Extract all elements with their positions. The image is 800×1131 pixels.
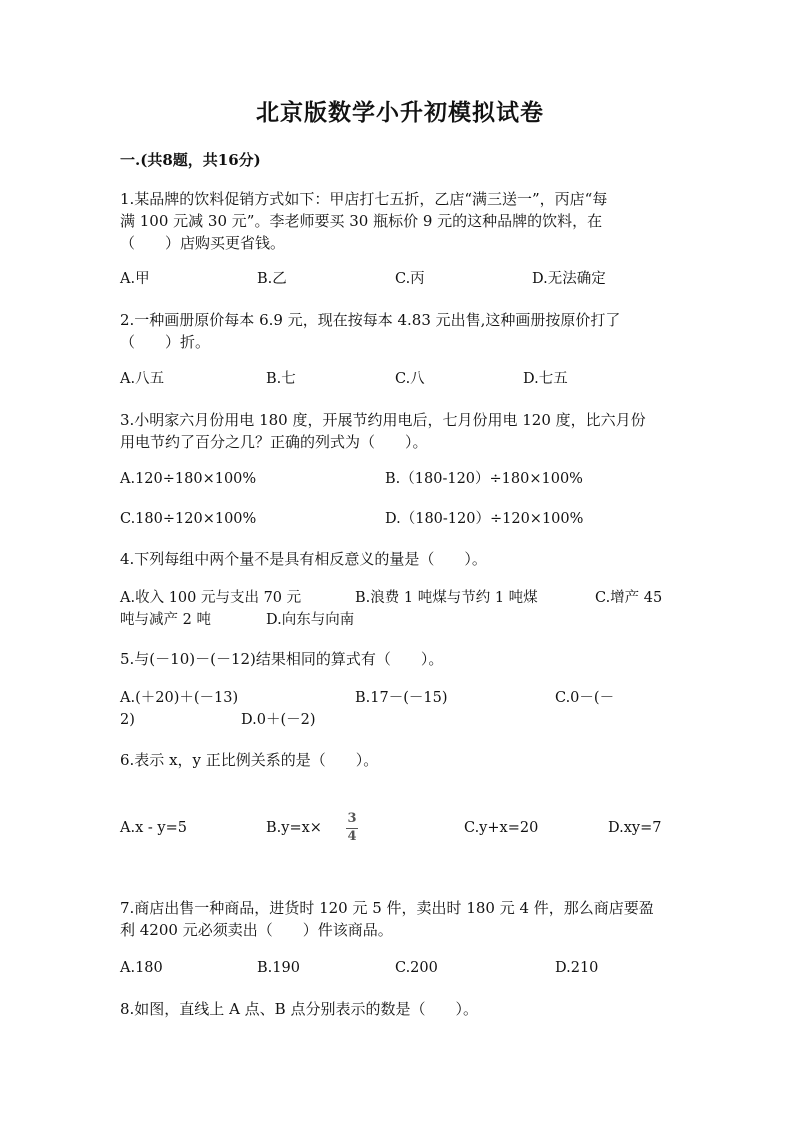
question-7-option-d: D.210 — [555, 960, 599, 976]
question-6-option-a: A.x - y=5 — [120, 820, 187, 836]
question-1-option-d: D.无法确定 — [532, 271, 606, 287]
fraction-denominator: 4 — [347, 829, 357, 844]
question-7-option-c: C.200 — [395, 960, 438, 976]
question-7-line-1: 7.商店出售一种商品，进货时 120 元 5 件，卖出时 180 元 4 件，那么商店要盈 — [120, 899, 654, 917]
question-3-option-d: D.（180-120）÷120×100% — [385, 511, 584, 527]
question-1-option-b: B.乙 — [257, 271, 287, 287]
question-2-option-a: A.八五 — [120, 371, 165, 387]
exam-title: 北京版数学小升初模拟试卷 — [256, 99, 544, 126]
question-5-option-d: D.0＋(－2) — [241, 712, 316, 728]
question-7-option-b: B.190 — [257, 960, 300, 976]
question-2-option-c: C.八 — [395, 371, 425, 387]
question-2-option-b: B.七 — [266, 371, 296, 387]
question-4-option-c-continued: 吨与减产 2 吨 — [120, 612, 211, 628]
question-3-option-c: C.180÷120×100% — [120, 511, 257, 527]
question-5-line-1: 5.与(－10)－(－12)结果相同的算式有（ ）。 — [120, 650, 444, 668]
question-6-option-c: C.y+x=20 — [464, 820, 539, 836]
three-quarters-fraction — [344, 812, 360, 844]
question-1-line-2: 满 100 元减 30 元”。李老师要买 30 瓶标价 9 元的这种品牌的饮料，在 — [120, 212, 603, 230]
question-1-line-1: 1.某品牌的饮料促销方式如下：甲店打七五折，乙店“满三送一”，丙店“每 — [120, 190, 608, 208]
question-1-option-a: A.甲 — [120, 271, 150, 287]
question-4-option-d: D.向东与向南 — [266, 612, 355, 628]
question-7-option-a: A.180 — [120, 960, 163, 976]
question-8-line-1: 8.如图，直线上 A 点、B 点分别表示的数是（ ）。 — [120, 1000, 478, 1018]
question-3-line-1: 3.小明家六月份用电 180 度，开展节约用电后，七月份用电 120 度，比六月份 — [120, 411, 646, 429]
question-5-option-c-continued: 2) — [120, 712, 135, 728]
question-3-option-b: B.（180-120）÷180×100% — [385, 471, 583, 487]
question-4-line-1: 4.下列每组中两个量不是具有相反意义的量是（ ）。 — [120, 550, 487, 568]
question-5-option-b: B.17－(－15) — [355, 690, 448, 706]
fraction-numerator: 3 — [347, 811, 357, 826]
question-2-line-2: （ ）折。 — [120, 333, 211, 351]
question-4-option-c: C.增产 45 — [595, 590, 663, 606]
question-5-option-a: A.(＋20)＋(－13) — [120, 690, 239, 706]
question-4-option-b: B.浪费 1 吨煤与节约 1 吨煤 — [355, 590, 538, 606]
question-6-option-b: B.y=x× — [266, 820, 322, 836]
question-4-option-a: A.收入 100 元与支出 70 元 — [120, 590, 302, 606]
question-2-line-1: 2.一种画册原价每本 6.9 元，现在按每本 4.83 元出售,这种画册按原价打了 — [120, 311, 621, 329]
question-1-line-3: （ ）店购买更省钱。 — [120, 234, 286, 252]
section-heading: 一.(共8题，共16分) — [120, 151, 261, 169]
question-5-option-c: C.0－(－ — [555, 690, 615, 706]
question-6-line-1: 6.表示 x，y 正比例关系的是（ ）。 — [120, 751, 379, 769]
question-7-line-2: 利 4200 元必须卖出（ ）件该商品。 — [120, 921, 393, 939]
question-3-option-a: A.120÷180×100% — [120, 471, 257, 487]
question-2-option-d: D.七五 — [523, 371, 568, 387]
question-3-line-2: 用电节约了百分之几？正确的列式为（ ）。 — [120, 433, 428, 451]
question-1-option-c: C.丙 — [395, 271, 425, 287]
question-6-option-d: D.xy=7 — [608, 820, 662, 836]
